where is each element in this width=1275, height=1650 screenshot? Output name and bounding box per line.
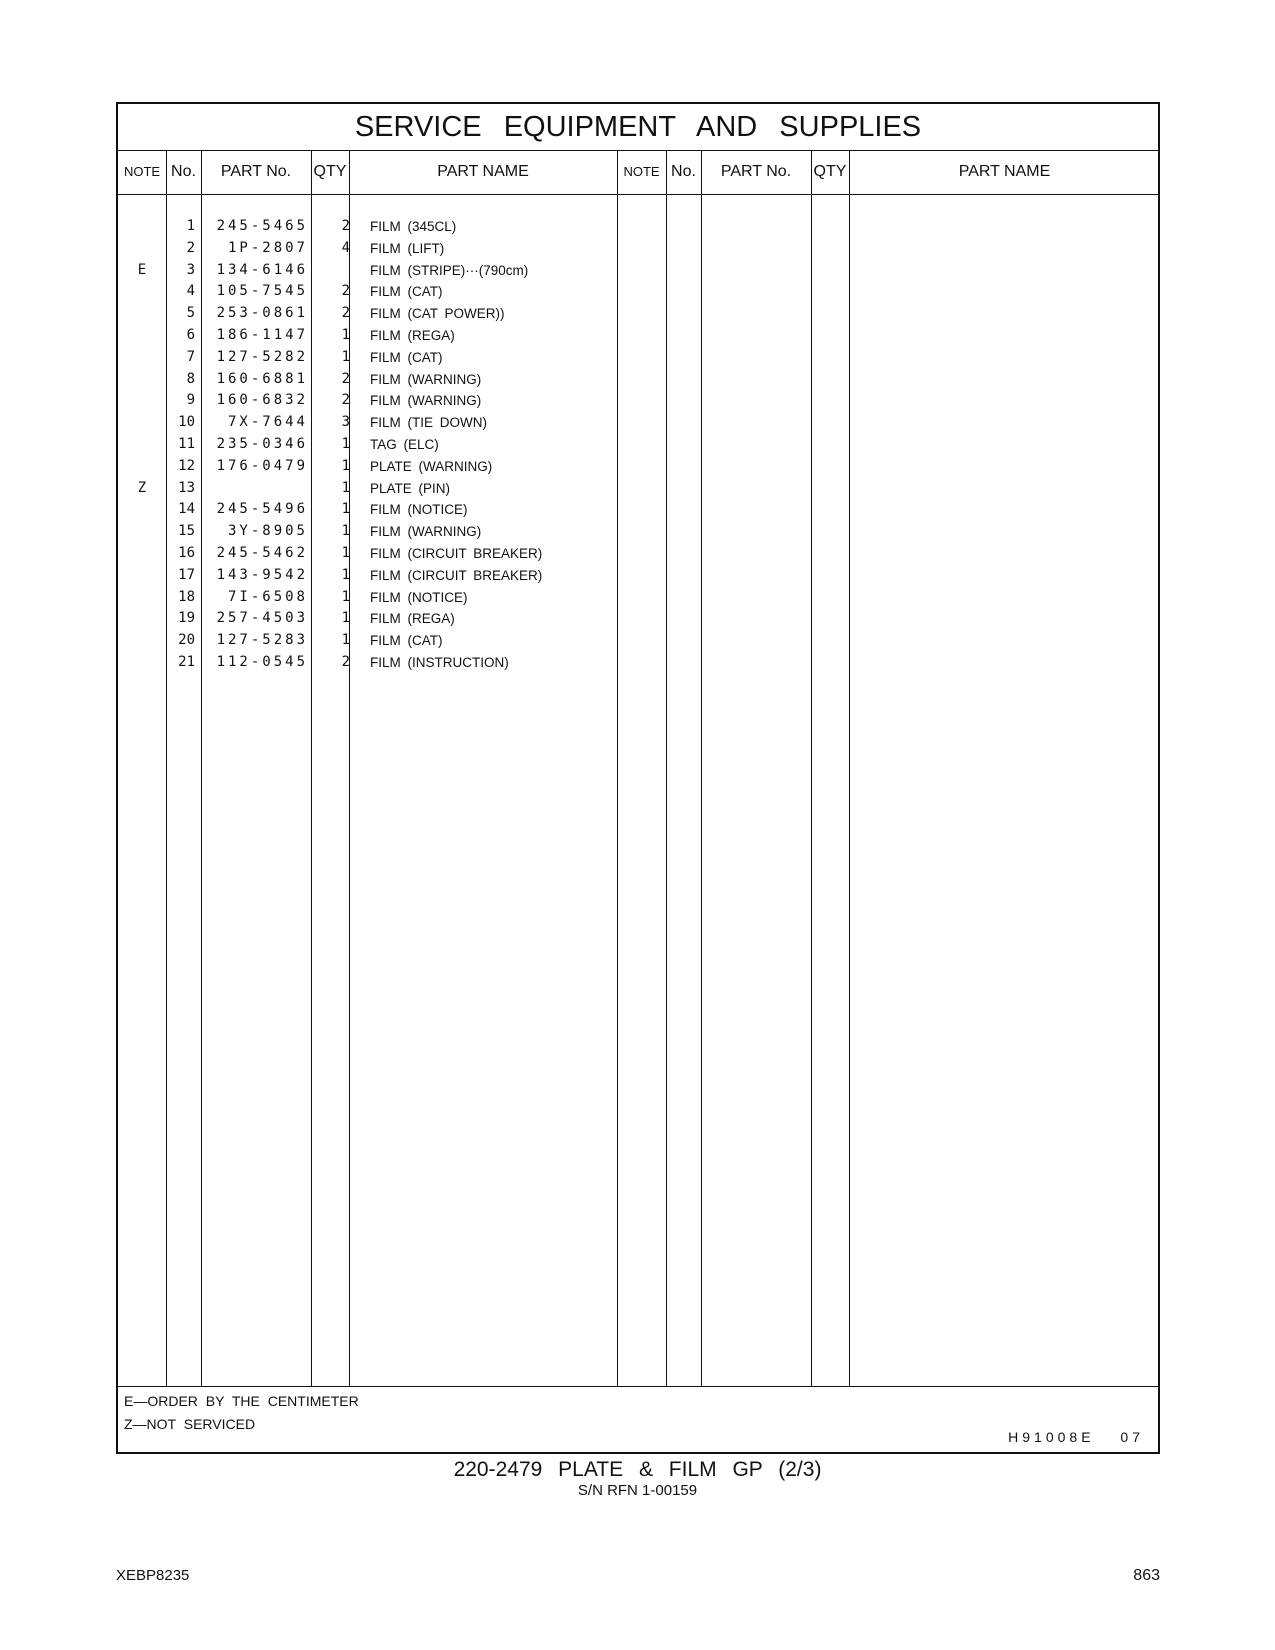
row-number: 7 xyxy=(186,348,195,365)
row-part-name: FILM (CAT) xyxy=(370,633,443,649)
row-part-name: FILM (STRIPE)···(790cm) xyxy=(370,262,529,278)
row-part-name: PLATE (WARNING) xyxy=(370,458,493,474)
row-quantity: 2 xyxy=(341,305,350,322)
row-quantity: 1 xyxy=(341,610,350,627)
table-row xyxy=(118,630,1158,652)
header-note-2: NOTE xyxy=(623,164,660,179)
header-part-name-2: PART NAME xyxy=(958,163,1051,180)
row-number: 5 xyxy=(186,305,195,322)
publication-number: XEBP8235 xyxy=(116,1567,190,1584)
row-quantity: 1 xyxy=(341,523,350,540)
row-part-name: FILM (CAT POWER)) xyxy=(370,306,505,322)
row-part-name: FILM (CIRCUIT BREAKER) xyxy=(370,546,543,561)
row-quantity: 1 xyxy=(341,457,350,474)
table-row xyxy=(118,303,1158,325)
row-number: 9 xyxy=(186,392,195,409)
document-reference: H91008E 07 xyxy=(1008,1429,1144,1445)
row-quantity: 2 xyxy=(341,370,350,387)
parts-table xyxy=(116,102,1160,1454)
row-part-number: 7I-6508 xyxy=(227,588,308,605)
footnote-e: E—ORDER BY THE CENTIMETER xyxy=(124,1393,359,1409)
header-no-2: No. xyxy=(671,163,696,180)
row-part-name: FILM (LIFT) xyxy=(370,240,445,256)
row-number: 19 xyxy=(178,610,195,627)
row-quantity: 1 xyxy=(341,566,350,583)
row-part-name: FILM (CIRCUIT BREAKER) xyxy=(370,567,543,583)
row-part-name: FILM (REGA) xyxy=(370,328,455,343)
table-header xyxy=(118,150,1158,195)
row-quantity: 1 xyxy=(341,588,350,605)
row-number: 10 xyxy=(178,414,195,431)
row-part-number: 235-0346 xyxy=(216,436,308,452)
row-part-name: FILM (NOTICE) xyxy=(370,589,468,605)
row-number: 11 xyxy=(178,436,195,452)
row-number: 2 xyxy=(186,239,195,256)
row-part-number: 245-5465 xyxy=(216,218,308,234)
table-row xyxy=(118,390,1158,412)
header-part-no-2: PART No. xyxy=(720,163,792,180)
row-number: 1 xyxy=(186,218,195,234)
table-row xyxy=(118,369,1158,391)
row-part-number: 143-9542 xyxy=(216,566,308,583)
table-row xyxy=(118,543,1158,565)
row-part-name: FILM (CAT) xyxy=(370,284,443,300)
row-part-number: 105-7545 xyxy=(216,283,308,300)
row-part-number: 1P-2807 xyxy=(227,239,308,256)
row-quantity: 2 xyxy=(341,218,350,234)
row-part-name: FILM (WARNING) xyxy=(370,393,482,409)
row-part-name: FILM (INSTRUCTION) xyxy=(370,655,509,670)
row-number: 8 xyxy=(186,370,195,387)
table-row xyxy=(118,216,1158,238)
row-part-name: TAG (ELC) xyxy=(370,437,439,452)
row-quantity: 1 xyxy=(341,545,350,561)
table-row xyxy=(118,652,1158,674)
header-note: NOTE xyxy=(123,164,161,179)
row-part-number: 160-6881 xyxy=(216,370,308,387)
row-part-number: 134-6146 xyxy=(216,261,308,278)
table-row xyxy=(118,347,1158,369)
row-part-number: 3Y-8905 xyxy=(227,523,308,540)
row-part-name: PLATE (PIN) xyxy=(370,480,451,496)
header-qty-2: QTY xyxy=(813,163,847,180)
row-part-number: 176-0479 xyxy=(216,457,308,474)
header-part-no: PART No. xyxy=(220,163,292,180)
row-quantity: 1 xyxy=(341,348,350,365)
row-quantity: 1 xyxy=(341,327,350,343)
row-part-name: FILM (345CL) xyxy=(370,219,457,234)
table-row xyxy=(118,325,1158,347)
table-row xyxy=(118,608,1158,630)
row-note: Z xyxy=(137,479,147,496)
table-row xyxy=(118,587,1158,609)
row-part-number: 257-4503 xyxy=(216,610,308,627)
header-part-name: PART NAME xyxy=(437,163,529,180)
table-row xyxy=(118,281,1158,303)
row-part-name: FILM (WARNING) xyxy=(370,524,482,540)
row-part-number: 112-0545 xyxy=(216,654,308,670)
row-number: 3 xyxy=(186,261,195,278)
row-quantity: 1 xyxy=(341,436,350,452)
row-part-name: FILM (NOTICE) xyxy=(370,502,468,518)
row-number: 18 xyxy=(178,588,195,605)
page-title: SERVICE EQUIPMENT AND SUPPLIES xyxy=(118,104,1158,151)
row-quantity: 4 xyxy=(341,239,350,256)
table-footer xyxy=(118,1386,1158,1455)
row-number: 13 xyxy=(178,479,195,496)
row-part-name: FILM (REGA) xyxy=(370,611,455,627)
row-part-name: FILM (WARNING) xyxy=(370,371,482,387)
table-row xyxy=(118,521,1158,543)
table-row xyxy=(118,412,1158,434)
table-row xyxy=(118,478,1158,500)
table-row xyxy=(118,238,1158,260)
row-number: 12 xyxy=(178,457,195,474)
row-part-number: 245-5496 xyxy=(216,501,308,518)
row-part-number: 127-5282 xyxy=(216,348,308,365)
row-part-name: FILM (TIE DOWN) xyxy=(370,415,487,431)
row-part-name: FILM (CAT) xyxy=(370,349,443,365)
table-row xyxy=(118,499,1158,521)
group-caption: 220-2479 PLATE & FILM GP (2/3) xyxy=(453,1458,822,1481)
row-number: 15 xyxy=(178,523,195,540)
header-qty: QTY xyxy=(313,163,347,180)
row-quantity: 1 xyxy=(341,479,350,496)
row-quantity: 2 xyxy=(341,283,350,300)
row-part-number: 253-0861 xyxy=(216,305,308,322)
table-row xyxy=(118,456,1158,478)
row-part-number: 127-5283 xyxy=(216,632,308,649)
row-number: 17 xyxy=(178,566,195,583)
row-number: 16 xyxy=(178,545,195,561)
row-quantity: 1 xyxy=(341,501,350,518)
row-number: 4 xyxy=(186,283,195,300)
table-row xyxy=(118,434,1158,456)
serial-number: S/N RFN 1-00159 xyxy=(577,1482,698,1499)
row-number: 6 xyxy=(186,327,195,343)
row-part-number: 245-5462 xyxy=(216,545,308,561)
header-no: No. xyxy=(171,163,196,180)
row-part-number: 7X-7644 xyxy=(227,414,308,431)
row-part-number: 186-1147 xyxy=(216,327,308,343)
row-number: 14 xyxy=(178,501,195,518)
row-number: 20 xyxy=(178,632,195,649)
row-quantity: 1 xyxy=(341,632,350,649)
page-number: 863 xyxy=(1133,1567,1160,1584)
row-quantity: 3 xyxy=(341,414,350,431)
row-number: 21 xyxy=(178,654,195,670)
row-quantity: 2 xyxy=(341,392,350,409)
table-row xyxy=(118,260,1158,282)
table-row xyxy=(118,565,1158,587)
footnote-z: Z—NOT SERVICED xyxy=(124,1416,256,1432)
row-quantity: 2 xyxy=(341,654,350,670)
row-note: E xyxy=(137,261,147,278)
row-part-number: 160-6832 xyxy=(216,392,308,409)
